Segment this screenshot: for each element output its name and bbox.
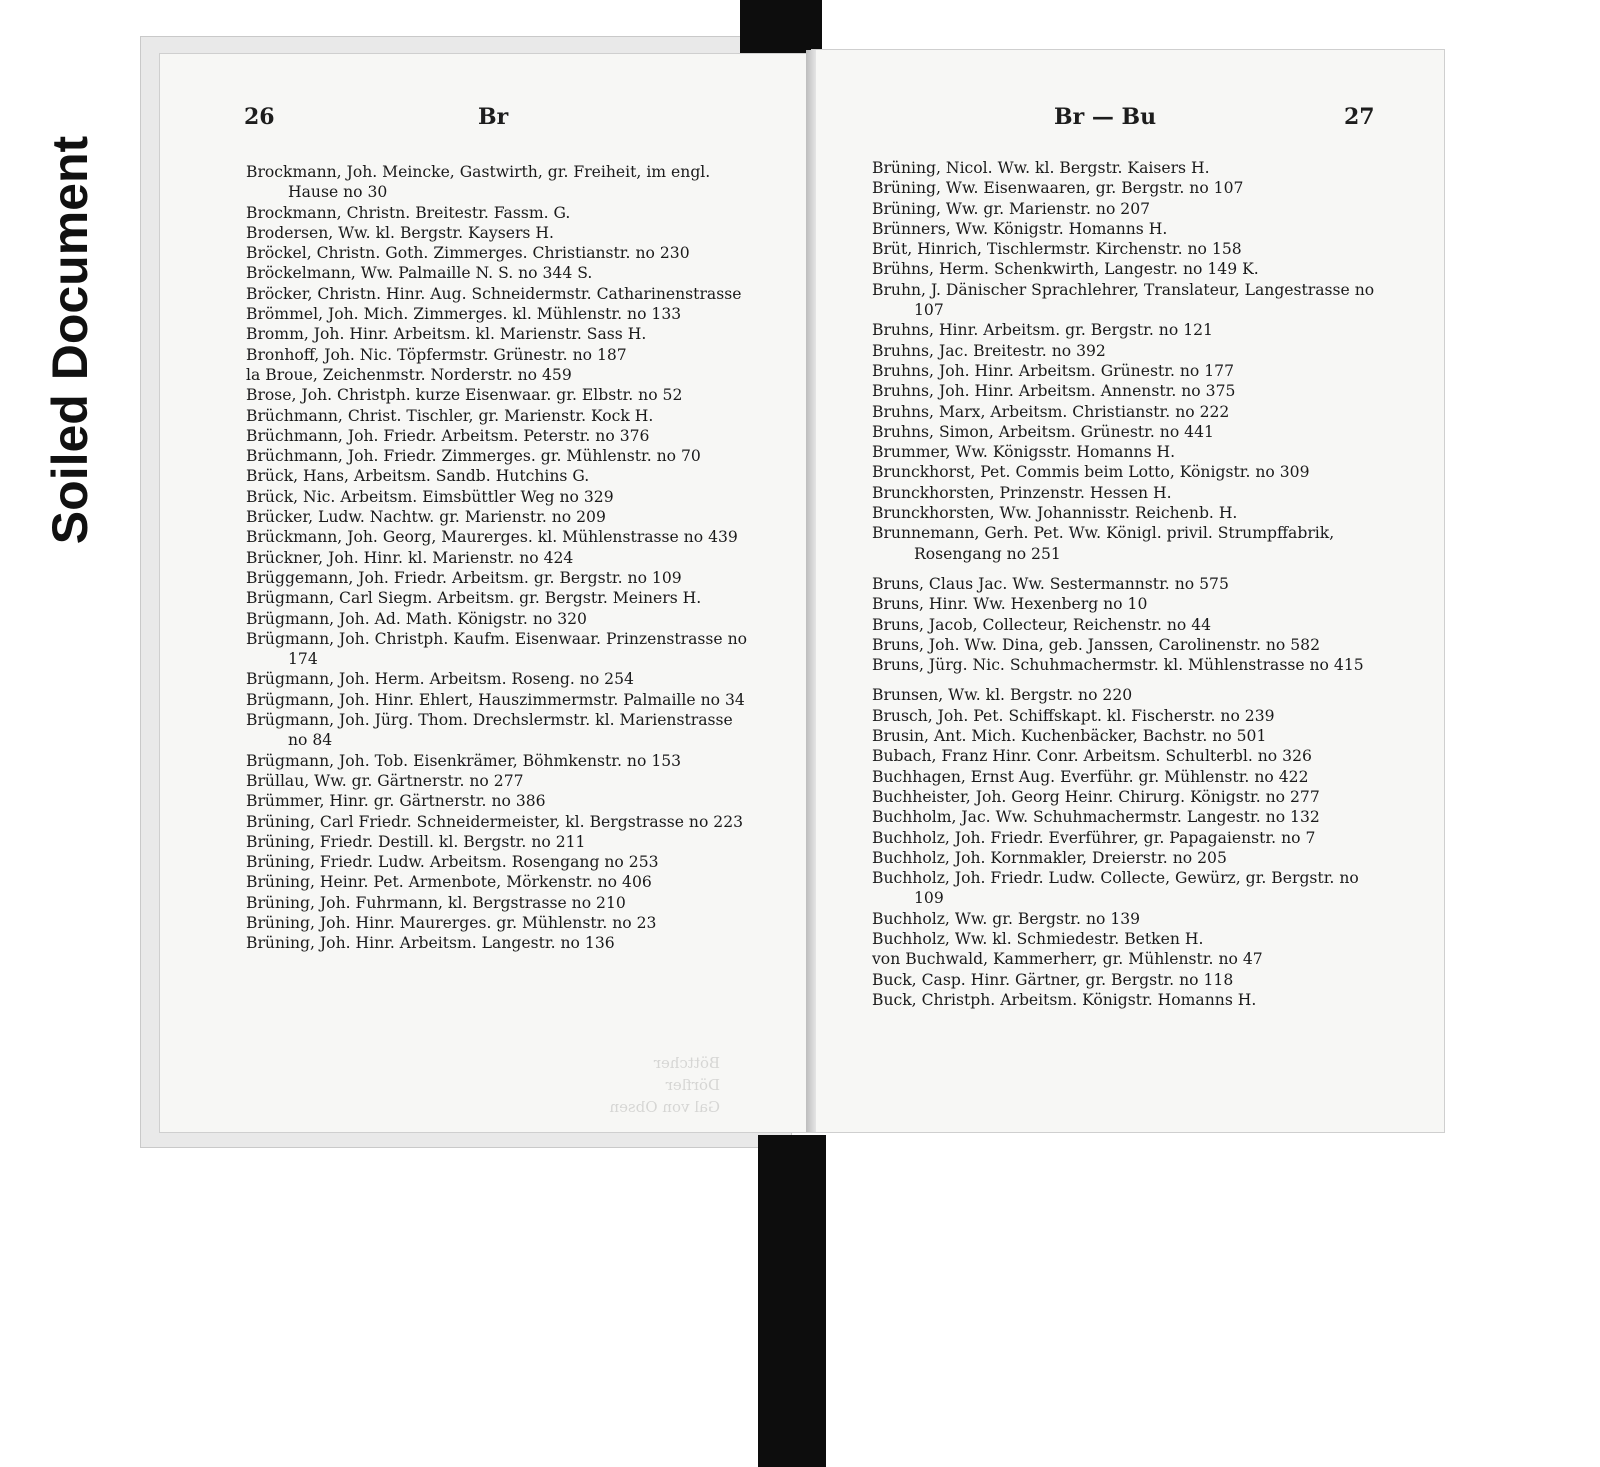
directory-entry: Brunnemann, Gerh. Pet. Ww. Königl. privil. Strumpffabrik, Rosengang no 251 [872, 524, 1335, 563]
directory-entry: Brügmann, Carl Siegm. Arbeitsm. gr. Bergstr. Meiners H. [246, 589, 702, 608]
bleed-through-line: Dörfler [665, 1076, 720, 1094]
directory-entry: Brockmann, Christn. Breitestr. Fassm. G. [246, 203, 571, 222]
directory-entry: Bröcker, Christn. Hinr. Aug. Schneidermstr. Catharinenstrasse [246, 284, 742, 303]
directory-entry: von Buchwald, Kammerherr, gr. Mühlenstr. no 47 [872, 950, 1263, 969]
right-page-number: 27 [1344, 104, 1375, 130]
directory-entry: Brüning, Friedr. Destill. kl. Bergstr. no 211 [246, 832, 586, 851]
directory-entry: Brodersen, Ww. kl. Bergstr. Kaysers H. [246, 223, 554, 242]
directory-entry: Bröckelmann, Ww. Palmaille N. S. no 344 S. [246, 264, 593, 283]
directory-entry: Bromm, Joh. Hinr. Arbeitsm. kl. Marienstr. Sass H. [246, 325, 647, 344]
directory-entry: Brück, Nic. Arbeitsm. Eimsbüttler Weg no 329 [246, 487, 614, 506]
directory-entry: Buchholz, Joh. Friedr. Everführer, gr. Papagaienstr. no 7 [872, 828, 1316, 847]
directory-entry: Brummer, Ww. Königsstr. Homanns H. [872, 443, 1176, 462]
directory-entry: Brügmann, Joh. Jürg. Thom. Drechslermstr. kl. Marienstrasse no 84 [246, 711, 733, 750]
directory-entry: Brünners, Ww. Königstr. Homanns H. [872, 219, 1168, 238]
directory-entry: Bruhns, Simon, Arbeitsm. Grünestr. no 441 [872, 422, 1214, 441]
directory-entry: Bruns, Jürg. Nic. Schuhmachermstr. kl. Mühlenstrasse no 415 [872, 656, 1364, 675]
directory-entry: Buchholz, Joh. Kornmakler, Dreierstr. no 205 [872, 848, 1227, 867]
directory-entry: Brüggemann, Joh. Friedr. Arbeitsm. gr. Bergstr. no 109 [246, 568, 682, 587]
directory-entry: Brüchmann, Joh. Friedr. Zimmerges. gr. Mühlenstr. no 70 [246, 447, 701, 466]
directory-entry: Brockmann, Joh. Meincke, Gastwirth, gr. Freiheit, im engl. Hause no 30 [246, 163, 711, 202]
directory-entry: Buchholz, Joh. Friedr. Ludw. Collecte, Gewürz, gr. Bergstr. no 109 [872, 869, 1359, 908]
directory-entry: Brunckhorsten, Ww. Johannisstr. Reichenb. H. [872, 504, 1238, 523]
directory-entry: Bruhns, Joh. Hinr. Arbeitsm. Grünestr. no 177 [872, 361, 1235, 380]
directory-entry: Buck, Casp. Hinr. Gärtner, gr. Bergstr. no 118 [872, 970, 1234, 989]
directory-entry: Bruns, Hinr. Ww. Hexenberg no 10 [872, 595, 1148, 614]
directory-entry: Brunsen, Ww. kl. Bergstr. no 220 [872, 686, 1133, 705]
directory-entry: Bubach, Franz Hinr. Conr. Arbeitsm. Schulterbl. no 326 [872, 747, 1312, 766]
directory-entry: Brüning, Carl Friedr. Schneidermeister, kl. Bergstrasse no 223 [246, 812, 744, 831]
directory-entry: Bröckel, Christn. Goth. Zimmerges. Christianstr. no 230 [246, 244, 690, 263]
directory-entry: Brüning, Heinr. Pet. Armenbote, Mörkenstr. no 406 [246, 873, 652, 892]
directory-entry: Brügmann, Joh. Hinr. Ehlert, Hauszimmermstr. Palmaille no 34 [246, 690, 745, 709]
directory-entry: Buchholm, Jac. Ww. Schuhmachermstr. Langestr. no 132 [872, 808, 1320, 827]
directory-entry: Buchholz, Ww. kl. Schmiedestr. Betken H. [872, 929, 1204, 948]
directory-entry: Brusin, Ant. Mich. Kuchenbäcker, Bachstr. no 501 [872, 727, 1267, 746]
book-gutter [806, 50, 816, 1132]
directory-entry: Brüning, Joh. Fuhrmann, kl. Bergstrasse no 210 [246, 893, 626, 912]
directory-entry: Brunckhorst, Pet. Commis beim Lotto, Königstr. no 309 [872, 463, 1310, 482]
right-running-head: Br — Bu [1054, 104, 1157, 130]
left-entry-list [246, 162, 756, 954]
right-entry-list [872, 158, 1382, 1010]
directory-entry: Brüt, Hinrich, Tischlermstr. Kirchenstr. no 158 [872, 240, 1242, 259]
bleed-through-text [540, 1052, 720, 1142]
directory-entry: Brusch, Joh. Pet. Schiffskapt. kl. Fischerstr. no 239 [872, 706, 1275, 725]
directory-entry: Brüning, Ww. Eisenwaaren, gr. Bergstr. no 107 [872, 179, 1244, 198]
side-label-text: Soiled Document [42, 135, 98, 545]
directory-entry: Brüchmann, Joh. Friedr. Arbeitsm. Peterstr. no 376 [246, 426, 650, 445]
directory-entry: Brömmel, Joh. Mich. Zimmerges. kl. Mühlenstr. no 133 [246, 305, 682, 324]
directory-entry: Brüning, Ww. gr. Marienstr. no 207 [872, 199, 1151, 218]
directory-entry: Buchheister, Joh. Georg Heinr. Chirurg. Königstr. no 277 [872, 787, 1320, 806]
directory-entry: Bruhns, Jac. Breitestr. no 392 [872, 341, 1106, 360]
directory-entry: Buchhagen, Ernst Aug. Everführ. gr. Mühlenstr. no 422 [872, 767, 1309, 786]
directory-entry: Brüllau, Ww. gr. Gärtnerstr. no 277 [246, 771, 524, 790]
bleed-through-line: Gal von Obsen [609, 1098, 720, 1116]
directory-entry: Brüchmann, Christ. Tischler, gr. Marienstr. Kock H. [246, 406, 654, 425]
directory-entry: Bruhns, Hinr. Arbeitsm. gr. Bergstr. no 121 [872, 321, 1213, 340]
directory-entry: Brügmann, Joh. Herm. Arbeitsm. Roseng. no 254 [246, 670, 634, 689]
directory-entry: Brüning, Nicol. Ww. kl. Bergstr. Kaisers H. [872, 159, 1210, 177]
directory-entry: Brose, Joh. Christph. kurze Eisenwaar. gr. Elbstr. no 52 [246, 386, 683, 405]
binding-strip-bottom [758, 1135, 826, 1467]
directory-entry: Bruhns, Joh. Hinr. Arbeitsm. Annenstr. no 375 [872, 382, 1236, 401]
directory-entry: Brunckhorsten, Prinzenstr. Hessen H. [872, 483, 1172, 502]
directory-entry: Brücker, Ludw. Nachtw. gr. Marienstr. no 209 [246, 508, 606, 527]
side-label [40, 80, 100, 600]
directory-entry: Bronhoff, Joh. Nic. Töpfermstr. Grünestr. no 187 [246, 345, 627, 364]
directory-entry: Buchholz, Ww. gr. Bergstr. no 139 [872, 909, 1141, 928]
left-page-number: 26 [244, 104, 275, 130]
directory-entry: Brück, Hans, Arbeitsm. Sandb. Hutchins G. [246, 467, 590, 486]
directory-entry: Brümmer, Hinr. gr. Gärtnerstr. no 386 [246, 792, 546, 811]
directory-entry: Brüning, Joh. Hinr. Maurerges. gr. Mühlenstr. no 23 [246, 913, 657, 932]
directory-entry: Brückner, Joh. Hinr. kl. Marienstr. no 424 [246, 548, 574, 567]
directory-entry: Brügmann, Joh. Christph. Kaufm. Eisenwaar. Prinzenstrasse no 174 [246, 629, 748, 669]
directory-entry: Bruns, Jacob, Collecteur, Reichenstr. no 44 [872, 615, 1212, 634]
directory-entry: Brückmann, Joh. Georg, Maurerges. kl. Mühlenstrasse no 439 [246, 528, 738, 547]
directory-entry: Brüning, Joh. Hinr. Arbeitsm. Langestr. no 136 [246, 934, 615, 953]
directory-entry: Buck, Christph. Arbeitsm. Königstr. Homanns H. [872, 990, 1257, 1009]
directory-entry: Bruhns, Marx, Arbeitsm. Christianstr. no 222 [872, 402, 1230, 421]
directory-entry: Bruns, Joh. Ww. Dina, geb. Janssen, Carolinenstr. no 582 [872, 635, 1321, 654]
directory-entry: Bruns, Claus Jac. Ww. Sestermannstr. no 575 [872, 574, 1229, 593]
left-running-head: Br [478, 104, 509, 130]
directory-entry: Brüning, Friedr. Ludw. Arbeitsm. Rosengang no 253 [246, 853, 659, 872]
directory-entry: la Broue, Zeichenmstr. Norderstr. no 459 [246, 365, 572, 384]
directory-entry: Brügmann, Joh. Tob. Eisenkrämer, Böhmkenstr. no 153 [246, 751, 682, 770]
directory-entry: Brügmann, Joh. Ad. Math. Königstr. no 320 [246, 609, 587, 628]
directory-entry: Bruhn, J. Dänischer Sprachlehrer, Translateur, Langestrasse no 107 [872, 280, 1375, 320]
bleed-through-line: Böttcher [653, 1054, 720, 1072]
directory-entry: Brühns, Herm. Schenkwirth, Langestr. no 149 K. [872, 260, 1259, 279]
